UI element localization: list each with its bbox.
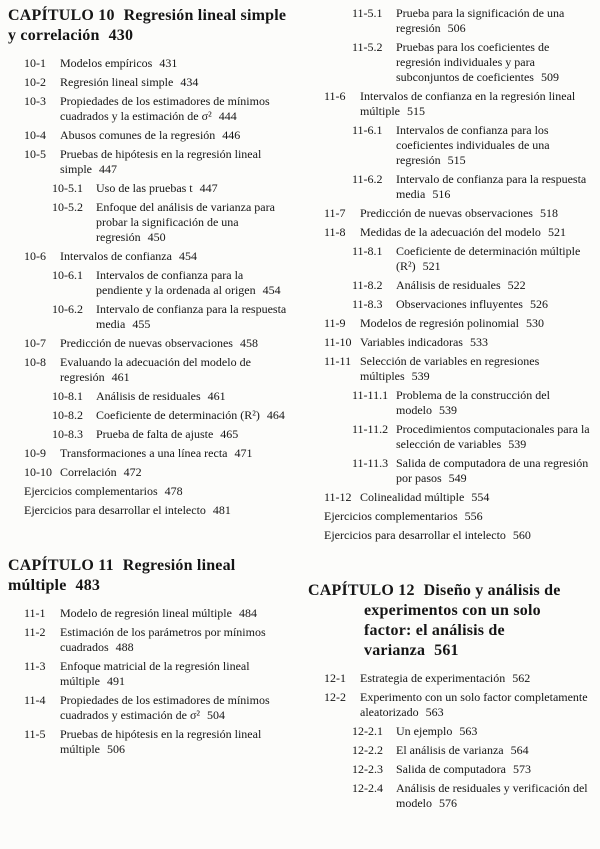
entry-number: 12-2.4 [352, 781, 383, 795]
chapter-heading [8, 556, 292, 596]
entry-text [324, 528, 592, 543]
toc-entry [24, 606, 292, 621]
entry-title: Predicción de nuevas observaciones [360, 206, 533, 220]
entry-text [60, 56, 292, 71]
entry-page-number: 556 [464, 509, 483, 523]
toc-entry [324, 528, 592, 543]
entry-title: Coeficiente de determinación (R²) [96, 408, 260, 422]
entry-text [96, 408, 292, 423]
toc-entry [24, 128, 292, 143]
toc-columns [8, 6, 592, 815]
entry-number: 11-3 [24, 659, 46, 673]
entry-title: Regresión lineal simple [60, 75, 174, 89]
entry-text [396, 40, 592, 85]
entry-title: Propiedades de los estimadores de mínimos cuadrados y estimación de σ² [60, 693, 270, 722]
entry-title: Evaluando la adecuación del modelo de regresión [60, 355, 251, 384]
entry-number: 11-8.3 [352, 297, 383, 311]
entry-title: Pruebas para los coeficientes de regresión individuales y para subconjuntos de coeficientes [396, 40, 550, 84]
entry-number: 11-6 [324, 89, 346, 103]
toc-entry [352, 123, 592, 168]
entry-number: 11-12 [324, 490, 352, 504]
entry-page-number: 564 [510, 743, 529, 757]
entry-number: 11-8.2 [352, 278, 383, 292]
toc-entry [52, 427, 292, 442]
entry-text [360, 354, 592, 384]
entry-text [96, 200, 292, 245]
entry-text [96, 181, 292, 196]
entry-title: Uso de las pruebas t [96, 181, 193, 195]
toc-entry [324, 509, 592, 524]
entry-page-number: 461 [111, 370, 130, 384]
entry-text [96, 302, 292, 332]
entry-page-number: 509 [540, 70, 559, 84]
chapter-title: Diseño y análisis de experimentos con un solo factor: el análisis de varianza [364, 582, 561, 659]
toc-entry [352, 422, 592, 452]
entry-page-number: 454 [178, 249, 197, 263]
entry-text [60, 446, 292, 461]
entry-text [396, 781, 592, 811]
toc-entry [324, 335, 592, 350]
entry-text [24, 484, 292, 499]
entry-title: Procedimientos computacionales para la selección de variables [396, 422, 590, 451]
entry-number: 11-5 [24, 727, 46, 741]
toc-entry [52, 200, 292, 245]
entry-number: 10-7 [24, 336, 46, 350]
entry-page-number: 539 [411, 369, 430, 383]
entry-page-number: 465 [220, 427, 239, 441]
entry-page-number: 454 [262, 283, 281, 297]
entry-title: Transformaciones a una línea recta [60, 446, 228, 460]
toc-entry [324, 316, 592, 331]
entry-text [96, 389, 292, 404]
entry-page-number: 549 [448, 471, 467, 485]
entry-page-number: 450 [147, 230, 166, 244]
toc-entry [352, 6, 592, 36]
toc-entry [24, 465, 292, 480]
chapter-heading [308, 581, 592, 661]
entry-title: Variables indicadoras [360, 335, 463, 349]
toc-entry [24, 355, 292, 385]
entry-text [360, 690, 592, 720]
toc-entry [24, 147, 292, 177]
toc-entry [24, 446, 292, 461]
entry-title: Intervalos de confianza para la pendiente y la ordenada al origen [96, 268, 256, 297]
toc-entry [52, 302, 292, 332]
entry-page-number: 461 [207, 389, 226, 403]
toc-entry [324, 354, 592, 384]
toc-entry [24, 659, 292, 689]
entry-title: Intervalos de confianza en la regresión lineal múltiple [360, 89, 576, 118]
entry-page-number: 560 [512, 528, 531, 542]
entry-text [396, 422, 592, 452]
toc-entry [24, 727, 292, 757]
entry-text [60, 659, 292, 689]
entry-title: Modelos de regresión polinomial [360, 316, 519, 330]
toc-entry [352, 456, 592, 486]
entry-number: 11-6.2 [352, 172, 383, 186]
entry-title: Salida de computadora [396, 762, 506, 776]
toc-entry [24, 693, 292, 723]
entry-title: Selección de variables en regresiones múltiples [360, 354, 540, 383]
entry-title: Prueba para la significación de una regresión [396, 6, 565, 35]
entry-title: Estrategia de experimentación [360, 671, 506, 685]
entry-page-number: 522 [507, 278, 526, 292]
entry-number: 11-10 [324, 335, 352, 349]
entry-page-number: 539 [439, 403, 457, 417]
entry-title: Experimento con un solo factor completamente aleatorizado [360, 690, 588, 719]
entry-text [60, 128, 292, 143]
entry-page-number: 481 [212, 503, 231, 517]
entry-title: Intervalo de confianza para la respuesta media [96, 302, 287, 331]
entry-number: 10-5 [24, 147, 46, 161]
toc-entry [324, 89, 592, 119]
entry-title: Intervalos de confianza para los coeficientes individuales de una regresión [396, 123, 550, 167]
entry-page-number: 515 [447, 153, 466, 167]
entry-page-number: 464 [266, 408, 285, 422]
entry-title: Estimación de los parámetros por mínimos cuadrados [60, 625, 266, 654]
entry-number: 11-11.1 [352, 388, 389, 402]
entry-title: Coeficiente de determinación múltiple (R²) [396, 244, 581, 273]
toc-entry [352, 781, 592, 811]
toc-entry [24, 56, 292, 71]
toc-entry [352, 762, 592, 777]
toc-column-left [8, 6, 292, 761]
entry-text [396, 244, 592, 274]
entry-page-number: 526 [529, 297, 548, 311]
entry-page-number: 446 [222, 128, 241, 142]
entry-text [396, 743, 592, 758]
entry-number: 11-6.1 [352, 123, 383, 137]
entry-title: Abusos comunes de la regresión [60, 128, 216, 142]
entry-page-number: 506 [107, 742, 125, 756]
toc-entry [352, 172, 592, 202]
toc-entry [324, 671, 592, 686]
entry-text [60, 249, 292, 264]
entry-page-number: 484 [238, 606, 257, 620]
entry-text [60, 693, 292, 723]
toc-entry [24, 503, 292, 518]
entry-title: Intervalo de confianza para la respuesta media [396, 172, 587, 201]
entry-page-number: 563 [459, 724, 478, 738]
entry-number: 11-11 [324, 354, 352, 368]
entry-number: 11-8.1 [352, 244, 383, 258]
entry-title: Prueba de falta de ajuste [96, 427, 214, 441]
toc-entry [324, 690, 592, 720]
entry-number: 11-9 [324, 316, 346, 330]
entry-number: 11-1 [24, 606, 46, 620]
entry-title: Enfoque del análisis de varianza para probar la significación de una regresión [96, 200, 275, 244]
entry-text [60, 94, 292, 124]
entry-number: 10-5.2 [52, 200, 83, 214]
entry-page-number: 562 [512, 671, 531, 685]
entry-page-number: 539 [508, 437, 527, 451]
entry-page-number: 576 [439, 796, 457, 810]
entry-title: Un ejemplo [396, 724, 453, 738]
entry-page-number: 444 [218, 109, 237, 123]
entry-number: 10-6.1 [52, 268, 83, 282]
toc-entry [352, 297, 592, 312]
entry-title: Problema de la construcción del modelo [396, 388, 550, 417]
entry-title: Análisis de residuales y verificación del modelo [396, 781, 588, 810]
entry-text [360, 316, 592, 331]
entry-text [96, 268, 292, 298]
entry-page-number: 530 [525, 316, 544, 330]
entry-number: 10-8.3 [52, 427, 83, 441]
entry-number: 10-1 [24, 56, 46, 70]
entry-text [396, 388, 592, 418]
entry-number: 10-6.2 [52, 302, 83, 316]
chapter-heading [8, 6, 292, 46]
entry-text [396, 724, 592, 739]
toc-entry [352, 724, 592, 739]
entry-page-number: 516 [432, 187, 451, 201]
toc-entry [352, 40, 592, 85]
entry-text [396, 172, 592, 202]
entry-text [396, 456, 592, 486]
entry-title: Predicción de nuevas observaciones [60, 336, 233, 350]
entry-title: Ejercicios para desarrollar el intelecto [324, 528, 506, 542]
entry-text [324, 509, 592, 524]
entry-title: Enfoque matricial de la regresión lineal múltiple [60, 659, 250, 688]
entry-page-number: 458 [239, 336, 258, 350]
entry-title: Observaciones influyentes [396, 297, 523, 311]
entry-text [396, 297, 592, 312]
entry-page-number: 455 [132, 317, 151, 331]
entry-page-number: 573 [512, 762, 531, 776]
entry-title: Análisis de residuales [396, 278, 501, 292]
entry-text [360, 225, 592, 240]
entry-text [360, 89, 592, 119]
entry-text [360, 490, 592, 505]
entry-number: 10-8.1 [52, 389, 83, 403]
toc-entry [24, 94, 292, 124]
chapter-label: CAPÍTULO 10 [8, 7, 115, 24]
entry-number: 12-2.3 [352, 762, 383, 776]
entry-text [60, 606, 292, 621]
chapter-title: Regresión lineal simple y correlación [8, 7, 287, 44]
entry-title: El análisis de varianza [396, 743, 504, 757]
entry-title: Modelo de regresión lineal múltiple [60, 606, 232, 620]
toc-entry [352, 743, 592, 758]
entry-page-number: 447 [99, 162, 117, 176]
entry-number: 12-2.1 [352, 724, 383, 738]
entry-number: 11-7 [324, 206, 346, 220]
entry-title: Modelos empíricos [60, 56, 153, 70]
chapter-label: CAPÍTULO 11 [8, 557, 114, 574]
entry-title: Ejercicios complementarios [324, 509, 458, 523]
entry-page-number: 434 [180, 75, 199, 89]
entry-text [24, 503, 292, 518]
entry-text [396, 278, 592, 293]
entry-text [60, 147, 292, 177]
entry-number: 11-5.1 [352, 6, 383, 20]
entry-number: 12-1 [324, 671, 346, 685]
toc-entry [24, 484, 292, 499]
toc-column-right [308, 6, 592, 815]
entry-page-number: 488 [115, 640, 134, 654]
chapter-title: Regresión lineal múltiple [8, 557, 236, 594]
entry-title: Propiedades de los estimadores de mínimos cuadrados y la estimación de σ² [60, 94, 270, 123]
entry-title: Correlación [60, 465, 117, 479]
toc-entry [24, 336, 292, 351]
entry-title: Pruebas de hipótesis en la regresión lineal múltiple [60, 727, 262, 756]
entry-number: 10-5.1 [52, 181, 83, 195]
toc-entry [52, 181, 292, 196]
entry-number: 10-6 [24, 249, 46, 263]
entry-page-number: 533 [469, 335, 488, 349]
toc-entry [324, 206, 592, 221]
entry-page-number: 431 [159, 56, 178, 70]
entry-number: 10-2 [24, 75, 46, 89]
entry-page-number: 518 [539, 206, 558, 220]
entry-page-number: 447 [199, 181, 218, 195]
entry-text [60, 355, 292, 385]
entry-page-number: 521 [422, 259, 441, 273]
entry-page-number: 554 [471, 490, 490, 504]
entry-number: 11-11.2 [352, 422, 389, 436]
entry-number: 11-11.3 [352, 456, 389, 470]
entry-number: 10-9 [24, 446, 46, 460]
entry-text [60, 75, 292, 90]
entry-number: 12-2.2 [352, 743, 383, 757]
toc-entry [352, 388, 592, 418]
entry-text [60, 625, 292, 655]
entry-page-number: 563 [425, 705, 444, 719]
entry-number: 10-10 [24, 465, 52, 479]
entry-number: 12-2 [324, 690, 346, 704]
entry-page-number: 472 [123, 465, 142, 479]
entry-number: 11-5.2 [352, 40, 383, 54]
entry-number: 10-3 [24, 94, 46, 108]
toc-entry [24, 249, 292, 264]
entry-page-number: 491 [107, 674, 125, 688]
entry-page-number: 471 [234, 446, 253, 460]
entry-title: Salida de computadora de una regresión por pasos [396, 456, 589, 485]
toc-entry [52, 389, 292, 404]
entry-text [60, 465, 292, 480]
entry-text [360, 671, 592, 686]
entry-page-number: 478 [164, 484, 183, 498]
entry-text [396, 123, 592, 168]
chapter-page-number: 561 [434, 642, 459, 659]
chapter-page-number: 483 [75, 577, 101, 594]
toc-entry [52, 408, 292, 423]
entry-title: Pruebas de hipótesis en la regresión lineal simple [60, 147, 262, 176]
entry-title: Análisis de residuales [96, 389, 201, 403]
chapter-label: CAPÍTULO 12 [308, 582, 415, 599]
entry-number: 10-8.2 [52, 408, 83, 422]
toc-entry [24, 75, 292, 90]
entry-page-number: 515 [407, 104, 425, 118]
entry-page-number: 506 [447, 21, 466, 35]
entry-title: Intervalos de confianza [60, 249, 172, 263]
entry-text [360, 335, 592, 350]
toc-entry [352, 244, 592, 274]
toc-entry [52, 268, 292, 298]
entry-text [396, 762, 592, 777]
entry-title: Ejercicios complementarios [24, 484, 158, 498]
entry-text [96, 427, 292, 442]
entry-number: 10-8 [24, 355, 46, 369]
toc-entry [24, 625, 292, 655]
toc-entry [352, 278, 592, 293]
toc-entry [324, 490, 592, 505]
entry-page-number: 521 [547, 225, 566, 239]
entry-page-number: 504 [207, 708, 226, 722]
entry-title: Colinealidad múltiple [360, 490, 465, 504]
chapter-page-number: 430 [108, 27, 134, 44]
entry-text [60, 727, 292, 757]
entry-title: Medidas de la adecuación del modelo [360, 225, 541, 239]
entry-text [396, 6, 592, 36]
entry-text [60, 336, 292, 351]
entry-number: 11-4 [24, 693, 46, 707]
entry-number: 10-4 [24, 128, 46, 142]
entry-number: 11-2 [24, 625, 46, 639]
entry-title: Ejercicios para desarrollar el intelecto [24, 503, 206, 517]
entry-number: 11-8 [324, 225, 346, 239]
entry-text [360, 206, 592, 221]
toc-entry [324, 225, 592, 240]
